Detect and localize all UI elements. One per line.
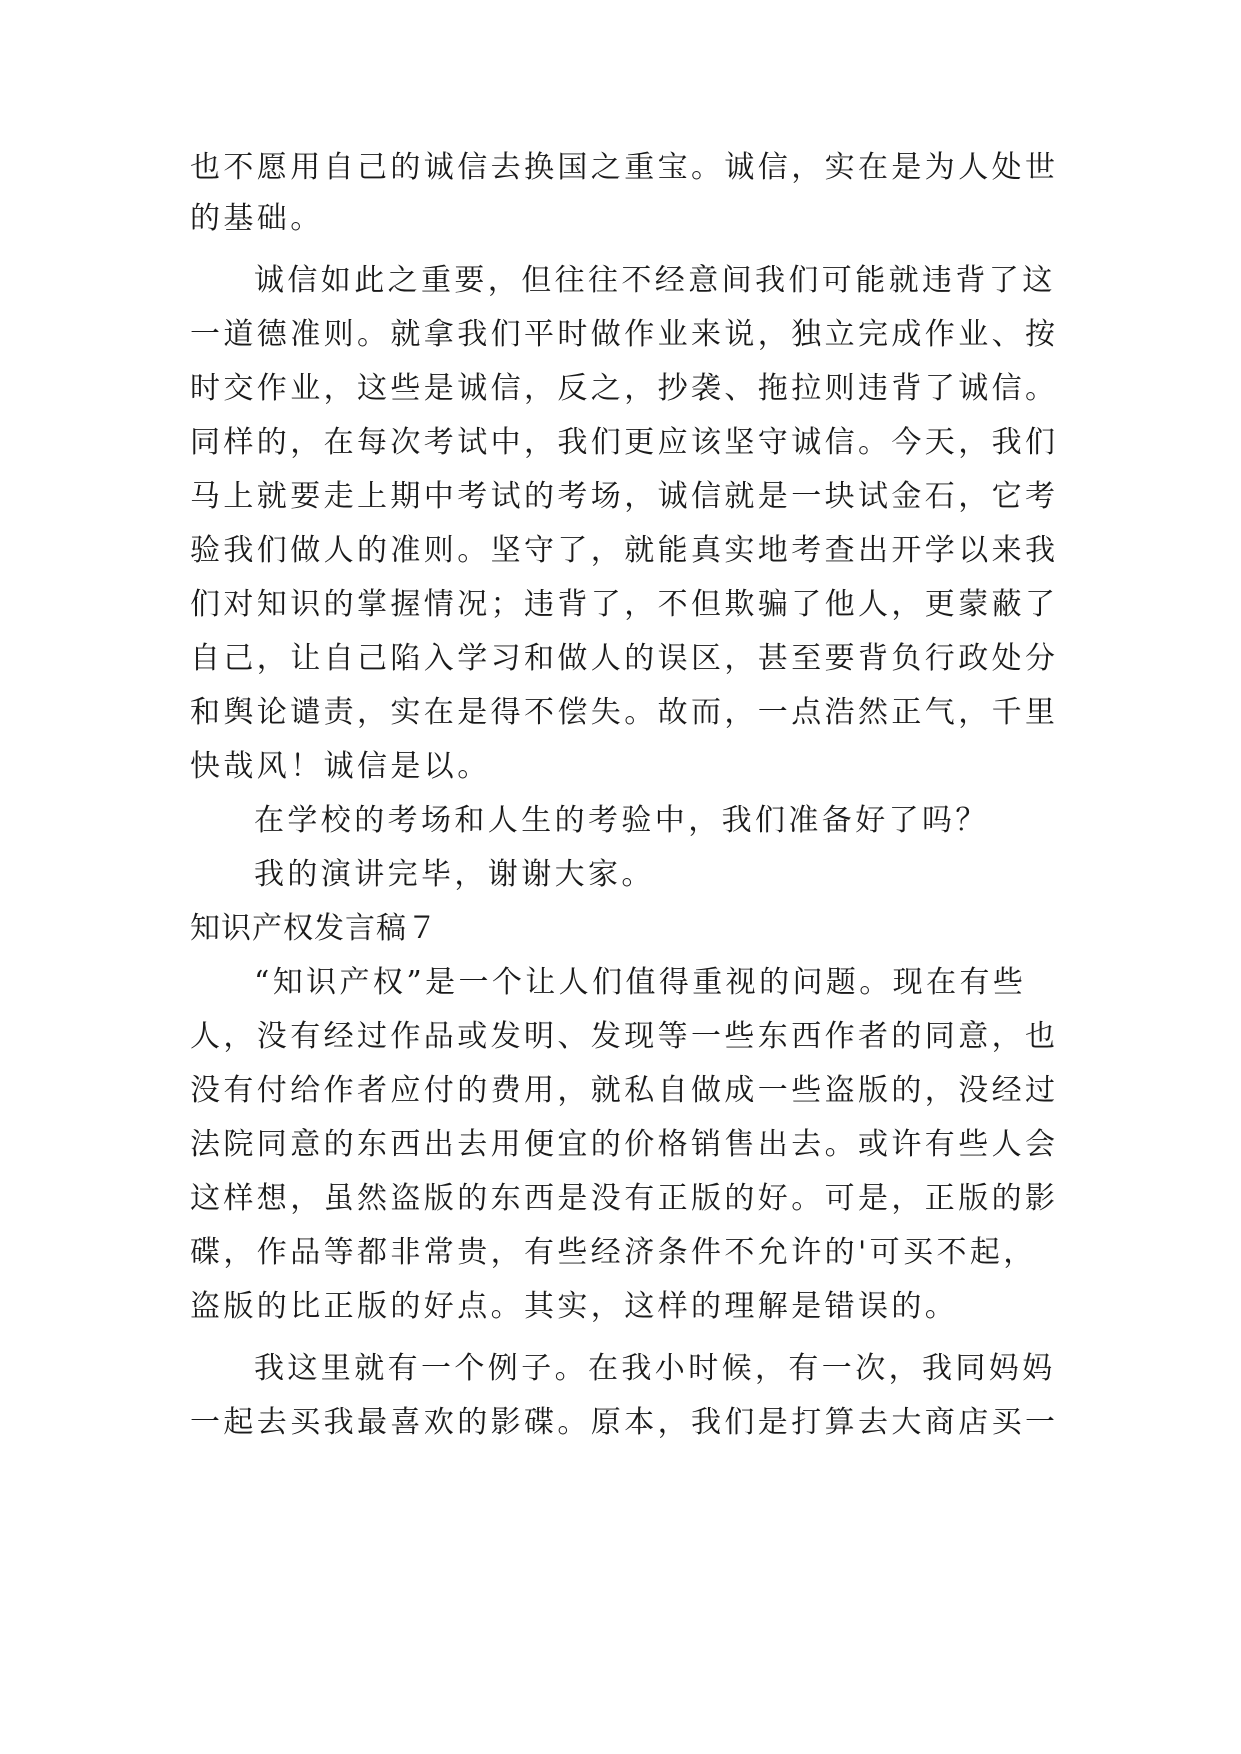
text-line: 我的演讲完毕，谢谢大家。 [254,857,655,892]
text-line: 碟，作品等都非常贵，有些经济条件不允许的'可买不起， [190,1235,1037,1270]
text-line: 马上就要走上期中考试的考场，诚信就是一块试金石，它考 [190,479,1059,514]
text-line: 时交作业，这些是诚信，反之，抄袭、拖拉则违背了诚信。 [190,371,1059,406]
text-line: 验我们做人的准则。坚守了，就能真实地考查出开学以来我 [190,533,1059,568]
text-line: 也不愿用自己的诚信去换国之重宝。诚信，实在是为人处世 [190,150,1059,185]
text-line: 快哉风！诚信是以。 [190,749,491,784]
text-line: 自己，让自己陷入学习和做人的误区，甚至要背负行政处分 [190,641,1059,676]
text-line: 法院同意的东西出去用便宜的价格销售出去。或许有些人会 [190,1127,1059,1162]
section-heading: 知识产权发言稿７ [190,911,438,946]
text-line: 一道德准则。就拿我们平时做作业来说，独立完成作业、按 [190,317,1059,352]
text-line: “知识产权”是一个让人们值得重视的问题。现在有些 [254,965,1027,1000]
text-line: 盗版的比正版的好点。其实，这样的理解是错误的。 [190,1289,959,1324]
text-line: 人，没有经过作品或发明、发现等一些东西作者的同意，也 [190,1019,1059,1054]
text-line: 一起去买我最喜欢的影碟。原本，我们是打算去大商店买一 [190,1405,1059,1440]
text-line: 在学校的考场和人生的考验中，我们准备好了吗？ [254,803,989,838]
text-line: 和舆论谴责，实在是得不偿失。故而，一点浩然正气，千里 [190,695,1059,730]
text-line: 这样想，虽然盗版的东西是没有正版的好。可是，正版的影 [190,1181,1059,1216]
text-line: 同样的，在每次考试中，我们更应该坚守诚信。今天，我们 [190,425,1059,460]
text-line: 没有付给作者应付的费用，就私自做成一些盗版的，没经过 [190,1073,1059,1108]
text-line: 诚信如此之重要，但往往不经意间我们可能就违背了这 [254,263,1056,298]
text-line: 我这里就有一个例子。在我小时候，有一次，我同妈妈 [254,1351,1056,1386]
text-line: 的基础。 [190,201,324,236]
text-line: 们对知识的掌握情况；违背了，不但欺骗了他人，更蒙蔽了 [190,587,1059,622]
